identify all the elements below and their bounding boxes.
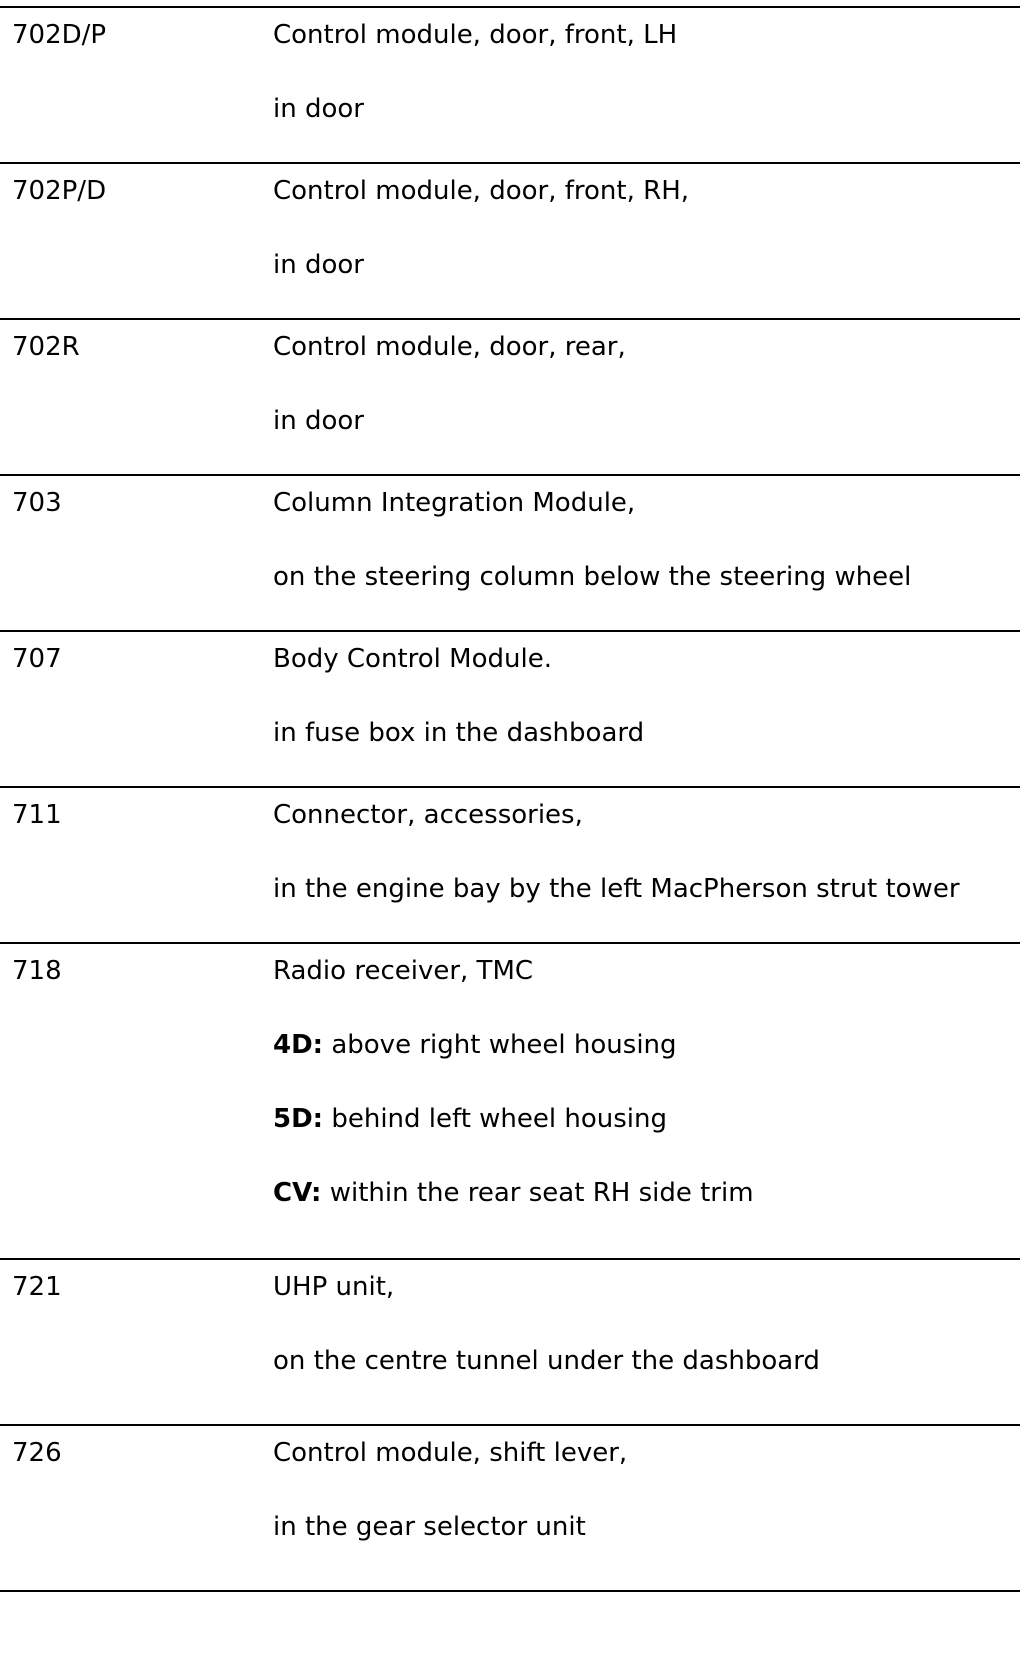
description-line: in door bbox=[273, 250, 364, 280]
component-description bbox=[273, 956, 1018, 1208]
description-line: 5D: behind left wheel housing bbox=[273, 1104, 668, 1134]
component-table bbox=[0, 6, 1020, 1592]
table-row bbox=[0, 474, 1020, 630]
component-description bbox=[273, 176, 1018, 280]
description-line: Control module, shift lever, bbox=[273, 1438, 628, 1468]
component-code: 702P/D bbox=[12, 176, 107, 206]
table-row bbox=[0, 786, 1020, 942]
description-line: Connector, accessories, bbox=[273, 800, 583, 830]
component-description bbox=[273, 800, 1018, 904]
description-line: in door bbox=[273, 406, 364, 436]
component-description bbox=[273, 20, 1018, 124]
component-code: 718 bbox=[12, 956, 62, 986]
description-line: on the steering column below the steering wheel bbox=[273, 562, 912, 592]
component-code: 702R bbox=[12, 332, 80, 362]
table-row bbox=[0, 6, 1020, 162]
component-description bbox=[273, 644, 1018, 748]
description-line: on the centre tunnel under the dashboard bbox=[273, 1346, 820, 1376]
description-line: Control module, door, front, LH bbox=[273, 20, 678, 50]
table-row bbox=[0, 1424, 1020, 1592]
description-line: 4D: above right wheel housing bbox=[273, 1030, 677, 1060]
description-line: UHP unit, bbox=[273, 1272, 395, 1302]
component-code: 711 bbox=[12, 800, 62, 830]
component-code: 702D/P bbox=[12, 20, 107, 50]
description-line: in door bbox=[273, 94, 364, 124]
component-code: 726 bbox=[12, 1438, 62, 1468]
description-line: Control module, door, front, RH, bbox=[273, 176, 690, 206]
component-description bbox=[273, 1272, 1018, 1376]
description-line: Column Integration Module, bbox=[273, 488, 636, 518]
description-line: CV: within the rear seat RH side trim bbox=[273, 1178, 754, 1208]
description-line: in fuse box in the dashboard bbox=[273, 718, 645, 748]
component-description bbox=[273, 488, 1018, 592]
description-line: Radio receiver, TMC bbox=[273, 956, 534, 986]
component-description bbox=[273, 332, 1018, 436]
component-code: 707 bbox=[12, 644, 62, 674]
table-row bbox=[0, 1258, 1020, 1424]
component-description bbox=[273, 1438, 1018, 1542]
table-row bbox=[0, 630, 1020, 786]
component-code: 703 bbox=[12, 488, 62, 518]
table-row bbox=[0, 942, 1020, 1258]
description-line: Control module, door, rear, bbox=[273, 332, 626, 362]
description-line: in the gear selector unit bbox=[273, 1512, 586, 1542]
table-row bbox=[0, 162, 1020, 318]
component-code: 721 bbox=[12, 1272, 62, 1302]
description-line: in the engine bay by the left MacPherson strut tower bbox=[273, 874, 960, 904]
description-line: Body Control Module. bbox=[273, 644, 552, 674]
table-row bbox=[0, 318, 1020, 474]
